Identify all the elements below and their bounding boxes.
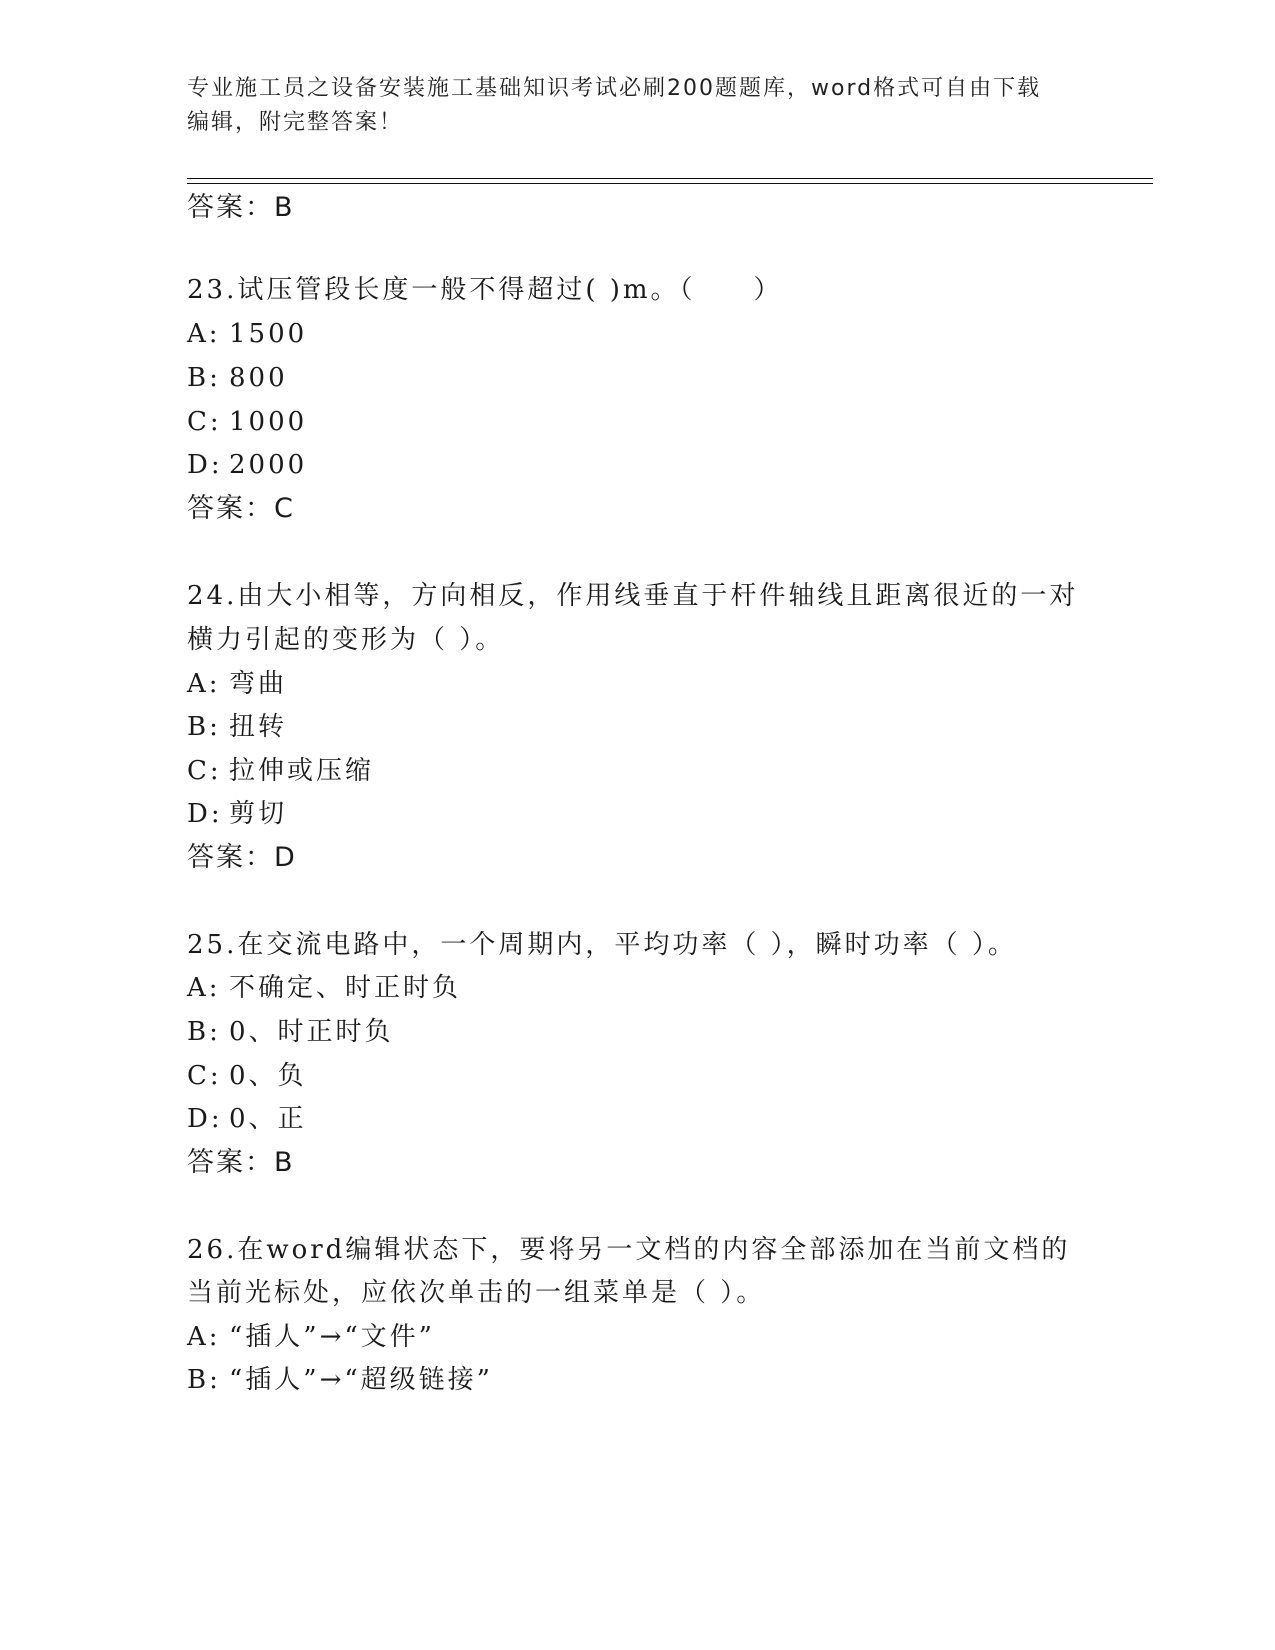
option-label: D:: [187, 1104, 223, 1134]
question-stem: 横力引起的变形为（ ）。: [187, 625, 505, 655]
option-text: “插人”→“文件”: [229, 1322, 435, 1352]
option-item: [187, 400, 307, 444]
option-text: 扭转: [229, 712, 288, 742]
option-label: C:: [187, 1061, 222, 1091]
option-label: D:: [187, 450, 223, 480]
answer-line: 答案：D: [187, 842, 297, 873]
option-item: [187, 662, 287, 706]
option-label: B:: [187, 1365, 221, 1395]
option-item: [187, 1097, 307, 1141]
option-text: 1500: [229, 319, 308, 349]
answer-line: 答案：B: [187, 1147, 295, 1178]
option-item: [187, 1358, 493, 1402]
option-text: 弯曲: [229, 669, 288, 699]
option-text: 0、负: [229, 1061, 307, 1091]
option-text: 不确定、时正时负: [229, 973, 462, 1003]
answer-line: 答案：C: [187, 493, 295, 524]
option-item: [187, 1010, 394, 1054]
header-divider-top: [187, 178, 1153, 179]
option-item: [187, 443, 307, 487]
option-item: [187, 792, 287, 836]
question-stem: 24.由大小相等，方向相反，作用线垂直于杆件轴线且距离很近的一对: [187, 581, 1079, 611]
option-item: [187, 1315, 435, 1359]
option-item: [187, 356, 288, 400]
option-text: 剪切: [229, 799, 288, 829]
option-text: “插人”→“超级链接”: [229, 1365, 493, 1395]
option-text: 拉伸或压缩: [229, 756, 375, 786]
option-text: 0、正: [229, 1104, 307, 1134]
question-stem: 当前光标处，应依次单击的一组菜单是（ ）。: [187, 1278, 766, 1308]
option-item: [187, 1054, 307, 1098]
question-stem: 23.试压管段长度一般不得超过( )m。（ ）: [187, 275, 783, 305]
answer-line: 答案：B: [187, 192, 295, 223]
option-label: A:: [187, 1322, 221, 1352]
option-item: [187, 966, 461, 1010]
header-title-line-1: 专业施工员之设备安装施工基础知识考试必刷200题题库，word格式可自由下载: [187, 76, 1042, 101]
option-label: A:: [187, 973, 221, 1003]
option-item: [187, 749, 374, 793]
option-label: D:: [187, 799, 223, 829]
option-text: 1000: [229, 407, 308, 437]
option-label: B:: [187, 363, 221, 393]
option-text: 0、时正时负: [229, 1017, 394, 1047]
header-divider-bottom: [187, 183, 1153, 184]
option-text: 800: [229, 363, 288, 393]
option-item: [187, 312, 307, 356]
option-text: 2000: [229, 450, 308, 480]
option-label: A:: [187, 669, 221, 699]
option-item: [187, 705, 287, 749]
question-stem: 25.在交流电路中，一个周期内，平均功率（ ），瞬时功率（ ）。: [187, 930, 1017, 960]
option-label: B:: [187, 712, 221, 742]
header-title-line-2: 编辑，附完整答案！: [187, 110, 404, 135]
option-label: C:: [187, 756, 222, 786]
page-header: [187, 72, 1067, 140]
option-label: A:: [187, 319, 221, 349]
question-stem: 26.在word编辑状态下，要将另一文档的内容全部添加在当前文档的: [187, 1235, 1071, 1265]
option-label: C:: [187, 407, 222, 437]
option-label: B:: [187, 1017, 221, 1047]
